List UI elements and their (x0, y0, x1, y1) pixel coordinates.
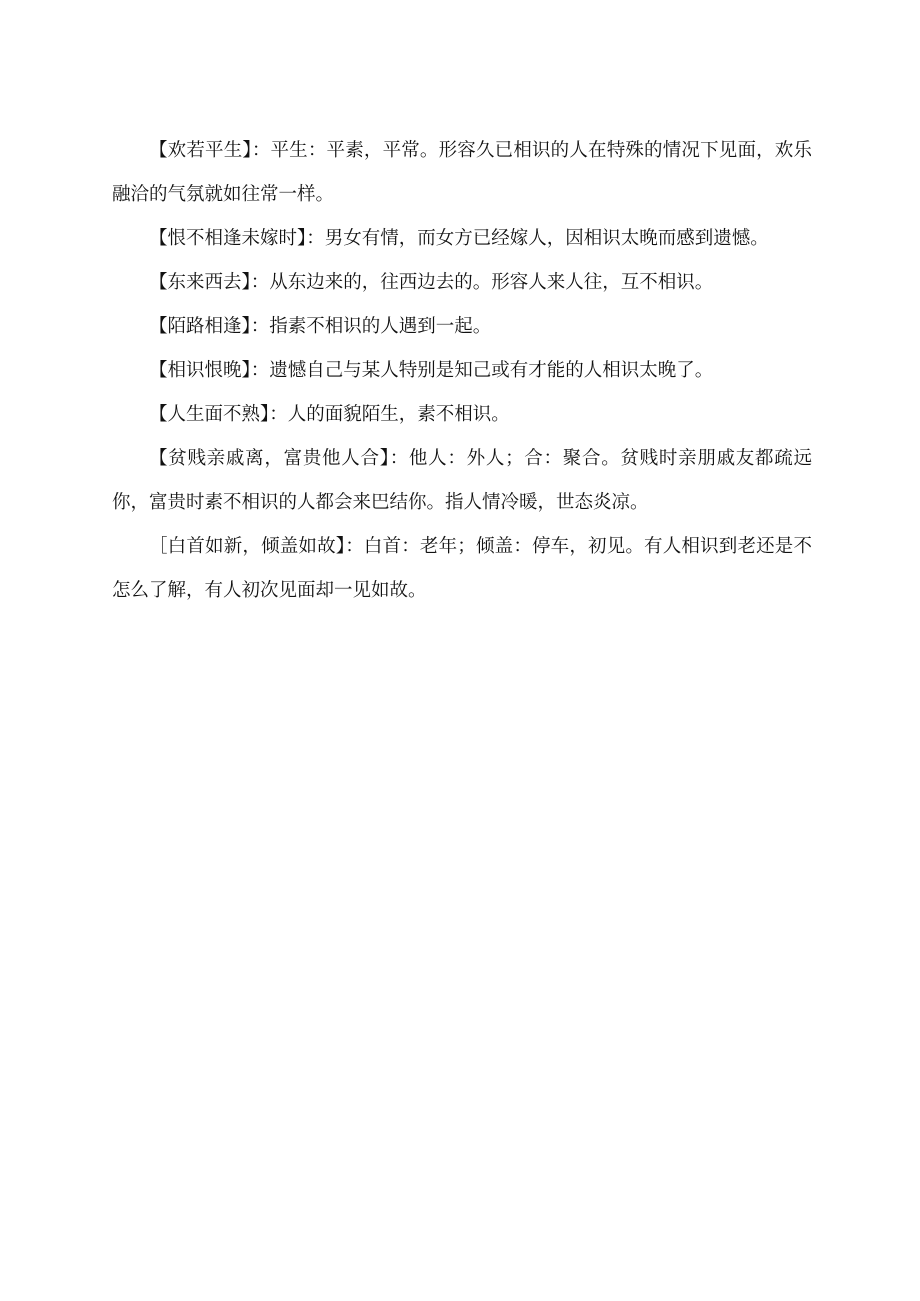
paragraph-entry: 【陌路相逢】：指素不相识的人遇到一起。 (149, 316, 492, 337)
paragraph-entry: 【欢若平生】：平生：平素，平常。形容久已相识的人在特殊的情况下见面，欢乐融洽的气氛就如往常一样。 (112, 140, 812, 205)
paragraph-entry: 【人生面不熟】：人的面貌陌生，素不相识。 (149, 404, 510, 425)
paragraph-entry: 【恨不相逢未嫁时】：男女有情，而女方已经嫁人，因相识太晚而感到遗憾。 (149, 228, 769, 249)
paragraph-entry: 【相识恨晚】：遗憾自己与某人特别是知己或有才能的人相识太晚了。 (149, 360, 714, 381)
paragraph-entry: ［白首如新，倾盖如故】：白首：老年；倾盖：停车，初见。有人相识到老还是不怎么了解，有人初次见面却一见如故。 (112, 536, 812, 601)
document-body (112, 129, 812, 613)
paragraph-entry: 【东来西去】：从东边来的，往西边去的。形容人来人往，互不相识。 (149, 272, 714, 293)
paragraph-entry: 【贫贱亲戚离，富贵他人合】：他人：外人；合：聚合。贫贱时亲朋戚友都疏远你，富贵时素不相识的人都会来巴结你。指人情冷暖，世态炎凉。 (112, 448, 812, 513)
